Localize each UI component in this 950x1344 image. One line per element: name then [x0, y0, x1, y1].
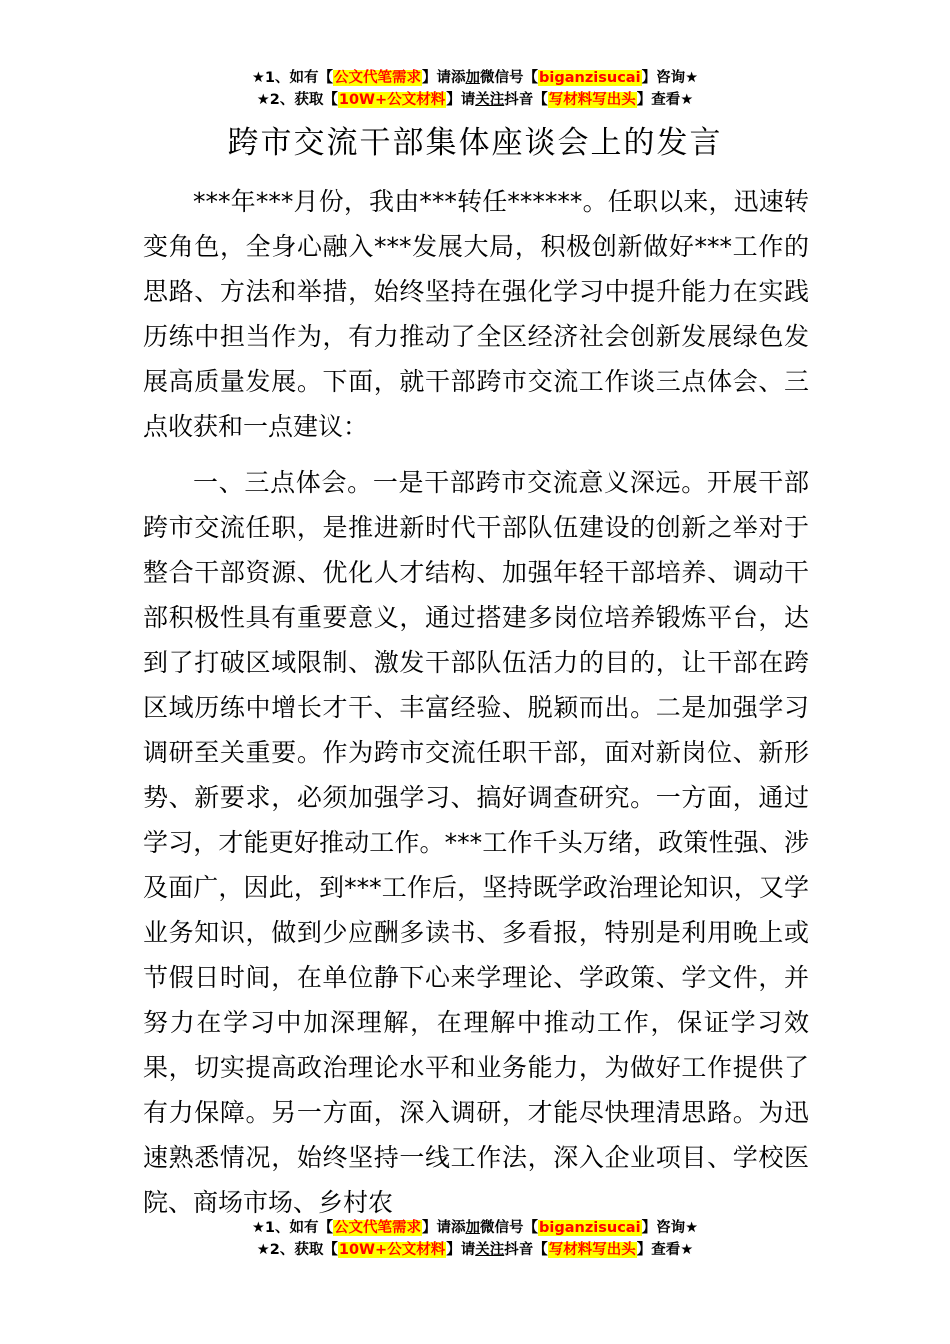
document-title: 跨市交流干部集体座谈会上的发言 — [227, 125, 723, 161]
promo-text: 】请添 — [422, 1220, 466, 1236]
promo-text: 】咨询★ — [641, 1220, 699, 1236]
promo-text: 】查看★ — [636, 1242, 694, 1258]
promo-banner-bottom — [0, 1218, 950, 1262]
promo-line-2 — [0, 90, 950, 112]
promo-text: 】请添 — [422, 70, 466, 86]
promo-underlined-text: 关注 — [475, 1242, 505, 1258]
promo-highlight: 公文代笔需求 — [334, 70, 422, 86]
promo-text: 】请 — [446, 1242, 476, 1258]
paragraph-experiences: 一、三点体会。一是干部跨市交流意义深远。开展干部跨市交流任职，是推进新时代干部队伍建设的创新之举对于整合干部资源、优化人才结构、加强年轻干部培养、调动干部积极性具有重要意义，通过搭建多岗位培养锻炼平台，达到了打破区域限制、激发干部队伍活力的目的，让干部在跨区域历练中增长才干、丰富经验、脱颖而出。二是加强学习调研至关重要。作为跨市交流任职干部，面对新岗位、新形势、新要求，必须加强学习、搞好调查研究。一方面，通过学习，才能更好推动工作。***工作千头万绪，政策性强、涉及面广，因此，到***工作后，坚持既学政治理论知识，又学业务知识，做到少应酬多读书、多看报，特别是利用晚上或节假日时间，在单位静下心来学理论、学政策、学文件，并努力在学习中加深理解，在理解中推动工作，保证学习效果，切实提高政治理论水平和业务能力，为做好工作提供了有力保障。另一方面，深入调研，才能尽快理清思路。为迅速熟悉情况，始终坚持一线工作法，深入企业项目、学校医院、商场市场、乡村农 — [143, 468, 809, 1217]
promo-line-1 — [0, 1218, 950, 1240]
promo-wechat-id: biganzisucai — [539, 1220, 641, 1236]
promo-underlined-text: 加 — [465, 1220, 481, 1236]
promo-text: ★2、获取【 — [256, 92, 338, 108]
promo-highlight: 10W+公文材料 — [338, 92, 446, 108]
promo-text: ★2、获取【 — [256, 1242, 338, 1258]
promo-text: 】查看★ — [636, 92, 694, 108]
promo-highlight: 公文代笔需求 — [334, 1220, 422, 1236]
promo-text: ★1、如有【 — [251, 70, 334, 86]
document-body — [143, 179, 809, 1225]
promo-douyin-account: 写材料写出头 — [548, 1242, 636, 1258]
promo-text: 微信号【 — [480, 70, 539, 86]
promo-text: 微信号【 — [480, 1220, 539, 1236]
promo-text: 抖音【 — [504, 1242, 548, 1258]
promo-douyin-account: 写材料写出头 — [548, 92, 636, 108]
promo-underlined-text: 关注 — [475, 92, 505, 108]
promo-text: 抖音【 — [504, 92, 548, 108]
promo-wechat-id: biganzisucai — [539, 70, 641, 86]
promo-text: ★1、如有【 — [251, 1220, 334, 1236]
promo-highlight: 10W+公文材料 — [338, 1242, 446, 1258]
promo-banner-top — [0, 68, 950, 112]
promo-underlined-text: 加 — [465, 70, 481, 86]
promo-line-1 — [0, 68, 950, 90]
promo-line-2 — [0, 1240, 950, 1262]
promo-text: 】请 — [446, 92, 476, 108]
promo-text: 】咨询★ — [641, 70, 699, 86]
paragraph-intro: ***年***月份，我由***转任******。任职以来，迅速转变角色，全身心融入***发展大局，积极创新做好***工作的思路、方法和举措，始终坚持在强化学习中提升能力在实践历练中担当作为，有力推动了全区经济社会创新发展绿色发展高质量发展。下面，就干部跨市交流工作谈三点体会、三点收获和一点建议： — [143, 187, 809, 441]
